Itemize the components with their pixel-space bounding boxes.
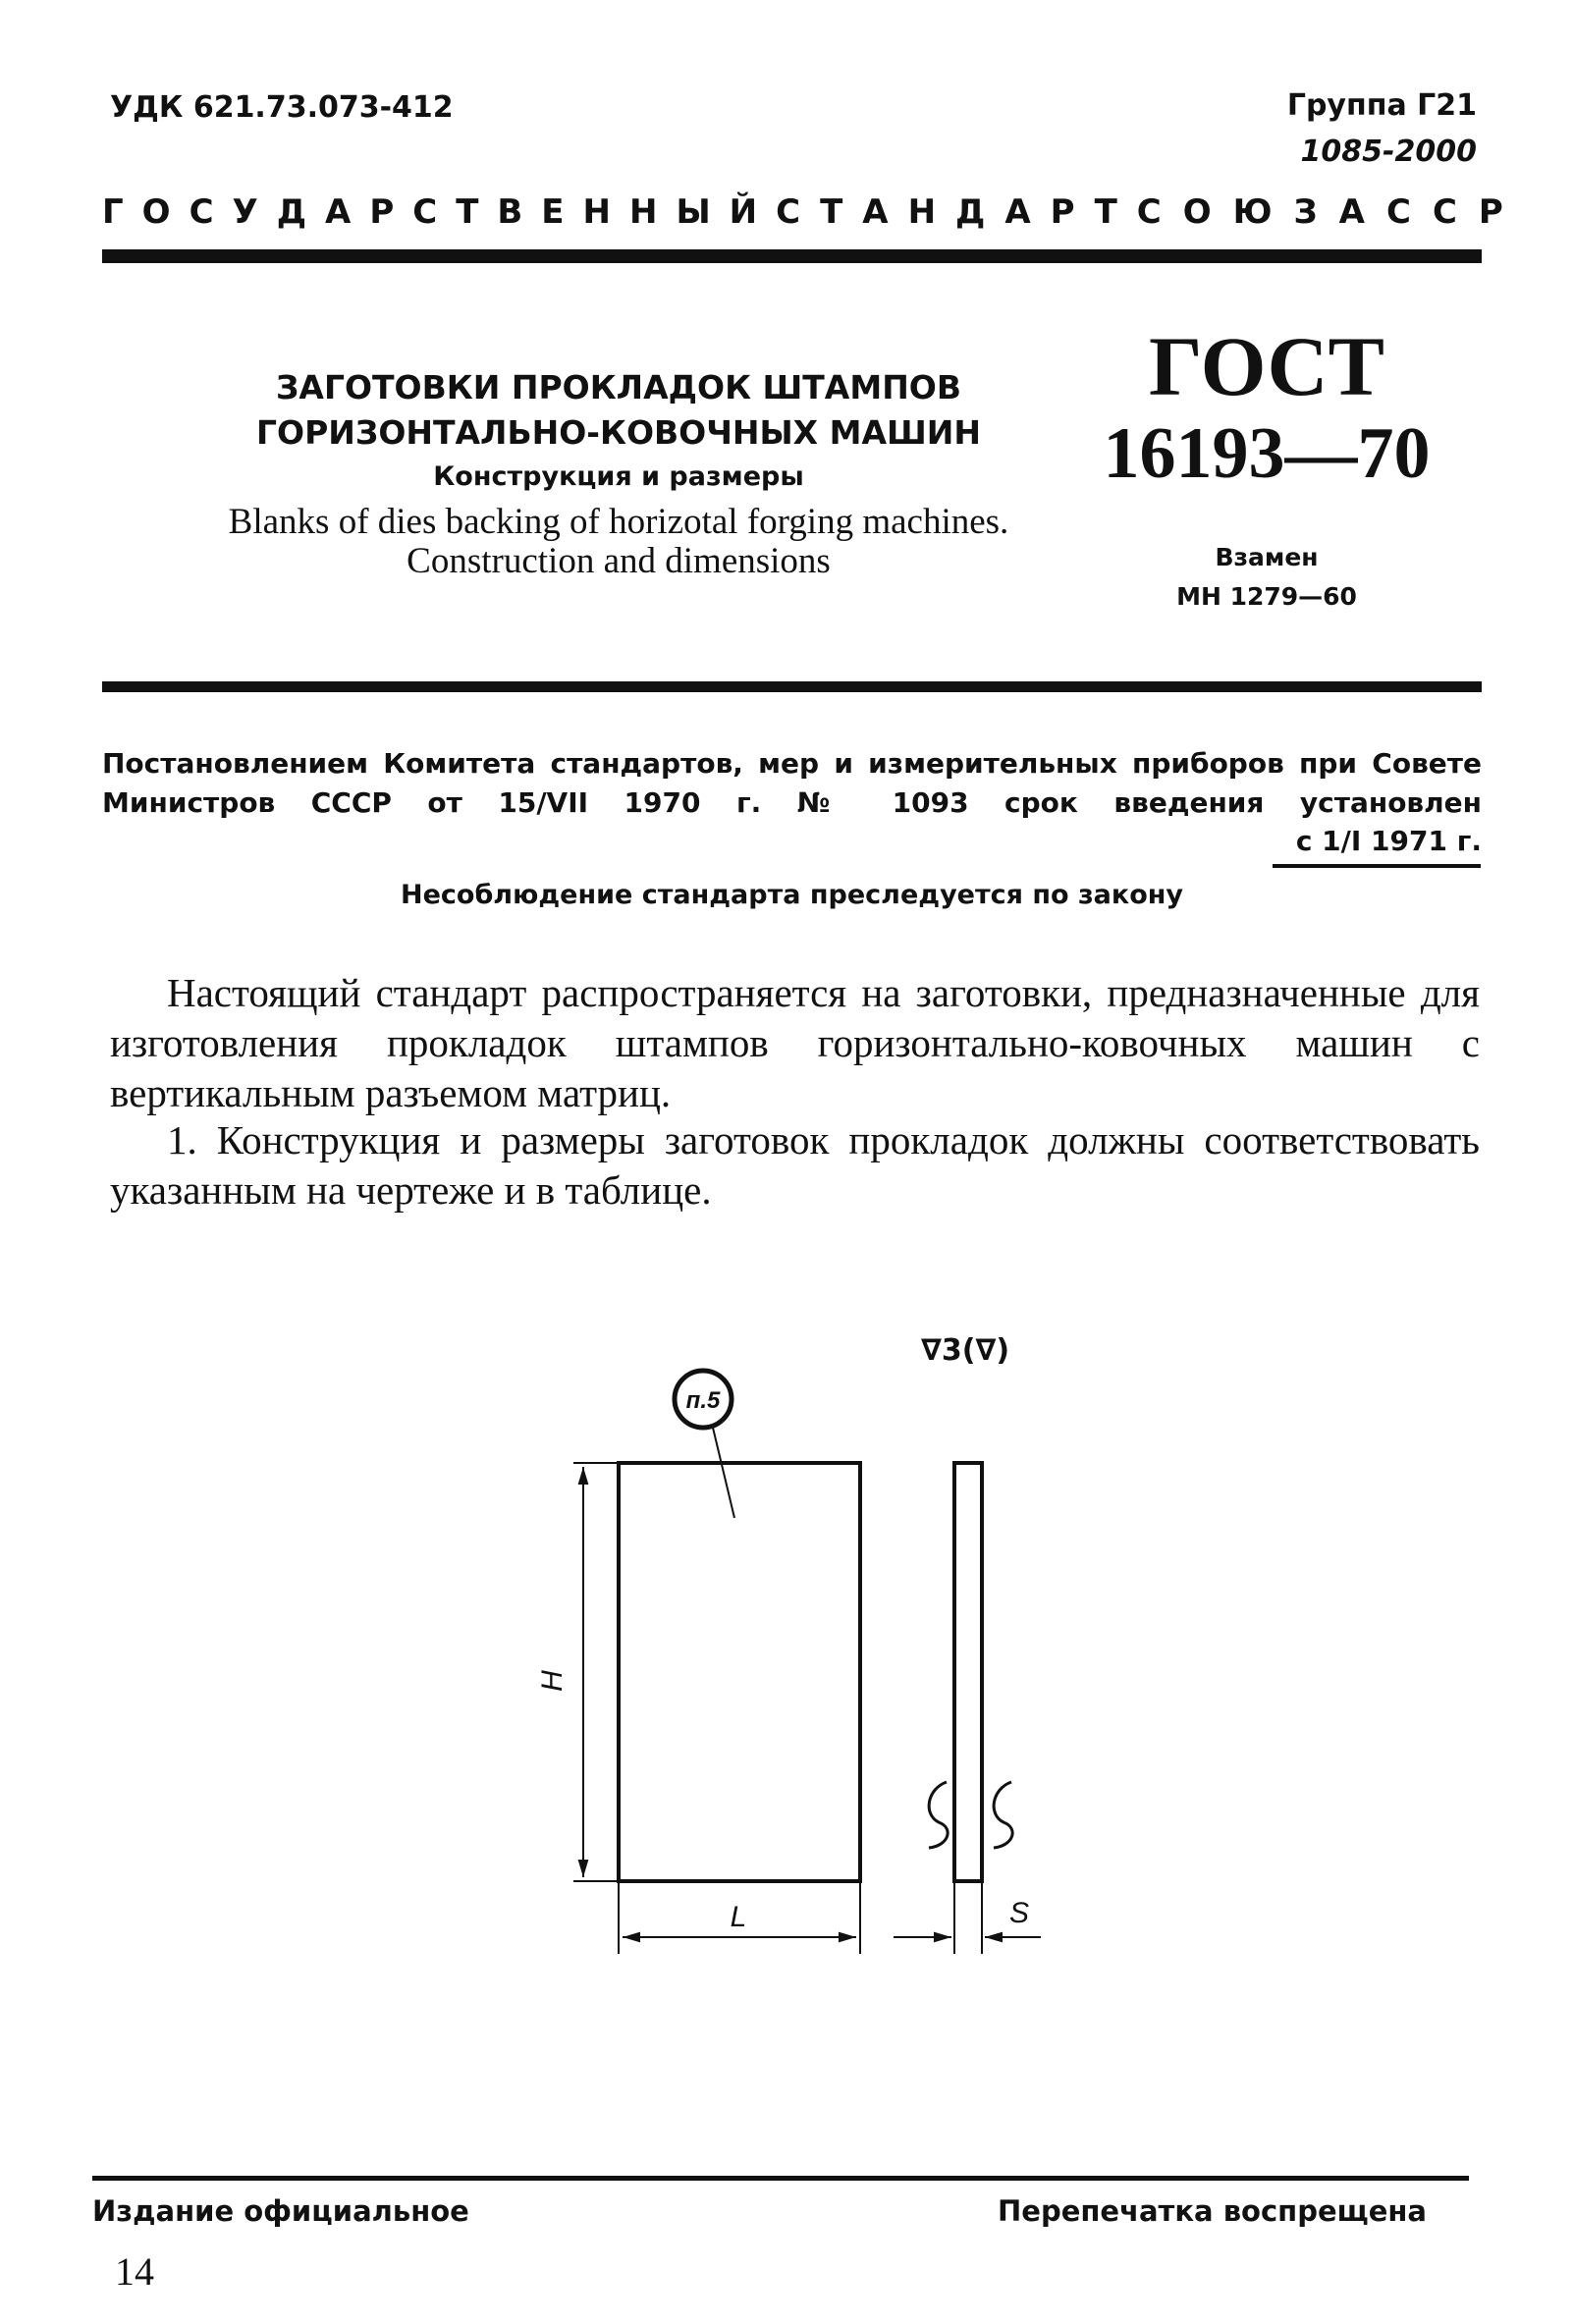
official-edition: Издание официальное [92, 2194, 469, 2228]
body-paragraph: 1. Конструкция и размеры заготовок прокладок должны соответствовать указанным на чертеже и в таблице. [110, 1117, 1480, 1213]
note-marker-label: п.5 [685, 1387, 721, 1414]
group-code: Группа Г21 [1286, 88, 1477, 123]
decree-date: с 1/I 1971 г. [1295, 825, 1482, 857]
replaces-label: Взамен [1215, 543, 1319, 571]
blank-side-view [954, 1463, 982, 1881]
standard-name-word: ССР [1386, 192, 1525, 232]
thickness-label: S [1008, 1897, 1030, 1929]
gost-number: 16193—70 [1103, 413, 1431, 494]
udk-code: УДК 621.73.073-412 [110, 90, 454, 125]
replaces-value: МН 1279—60 [1176, 582, 1357, 611]
body-paragraph: Настоящий стандарт распространяется на заготовки, предназначенные для изготовления прокладок штампов горизонтально-ковочных машин с вертикальным разъемом матриц. [110, 970, 1480, 1115]
title-line-1: ЗАГОТОВКИ ПРОКЛАДОК ШТАМПОВ [275, 368, 962, 406]
decree-text: Постановлением Комитета стандартов, мер и измерительных приборов при Совете Министров СССР от 15/VII 1970 г. № 1093 срок введения установлен [102, 747, 1482, 819]
roughness-symbol: ∇3(∇) [921, 1333, 1010, 1368]
height-label: H [536, 1670, 569, 1692]
law-notice: Несоблюдение стандарта преследуется по закону [400, 880, 1184, 910]
standard-name-word: СТАНДАРТ [776, 192, 1137, 232]
break-line [929, 1782, 948, 1848]
english-title-line-1: Blanks of dies backing of horizotal forging machines. [228, 502, 1009, 542]
page-number: 14 [115, 2249, 154, 2294]
leader-line [713, 1428, 734, 1518]
title-subtitle: Конструкция и размеры [433, 461, 804, 492]
reprint-notice: Перепечатка воспрещена [998, 2194, 1427, 2228]
english-title-line-2: Construction and dimensions [407, 541, 831, 581]
title-line-2: ГОРИЗОНТАЛЬНО-КОВОЧНЫХ МАШИН [255, 413, 981, 452]
gost-label: ГОСТ [1149, 319, 1384, 413]
footer-rule [92, 2176, 1469, 2181]
standard-name-word: СОЮЗА [1136, 192, 1386, 232]
blank-front-view [619, 1463, 860, 1881]
standard-name-word: ГОСУДАРСТВЕННЫЙ [102, 192, 777, 232]
group-number: 1085-2000 [1300, 135, 1477, 169]
length-label: L [730, 1901, 747, 1933]
break-line [994, 1782, 1012, 1848]
